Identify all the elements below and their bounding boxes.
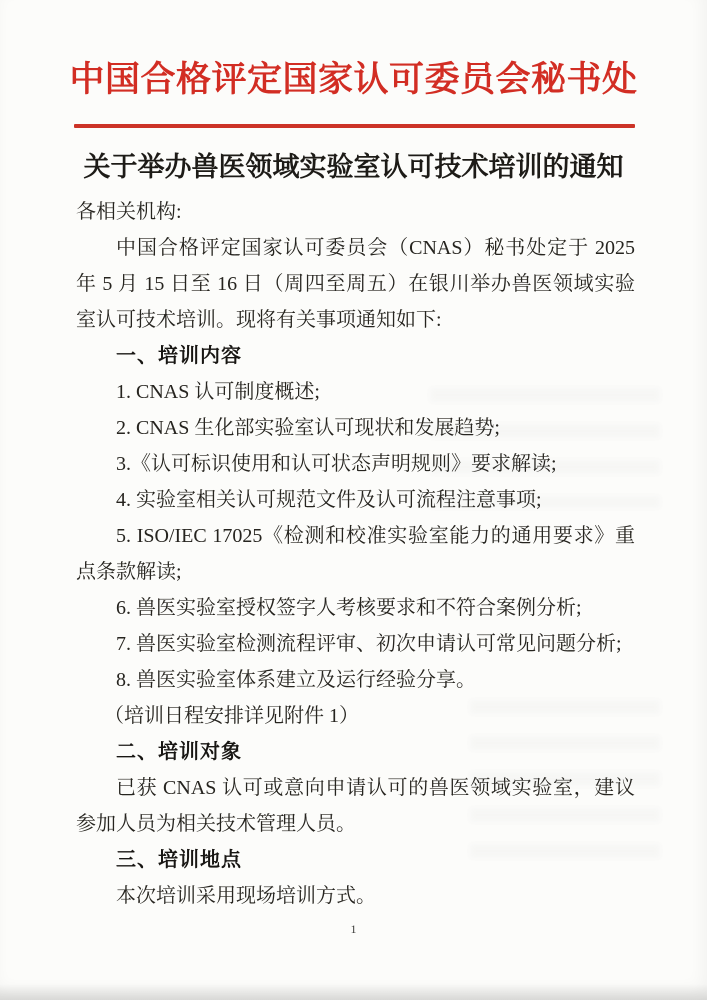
- scan-edge-shadow: [0, 984, 707, 1000]
- training-item-7: 7. 兽医实验室检测流程评审、初次申请认可常见问题分析;: [116, 633, 622, 655]
- section-2-heading: 二、培训对象: [116, 741, 242, 763]
- letterhead-divider: [74, 124, 635, 128]
- training-item-8: 8. 兽医实验室体系建立及运行经验分享。: [116, 669, 476, 691]
- training-item-2: 2. CNAS 生化部实验室认可现状和发展趋势;: [116, 417, 500, 439]
- intro-paragraph: 中国合格评定国家认可委员会（CNAS）秘书处定于 2025 年 5 月 15 日至 16 日（周四至周五）在银川举办兽医领域实验室认可技术培训。现将有关事项通知如下:: [76, 237, 635, 331]
- training-item-5: 5. ISO/IEC 17025《检测和校准实验室能力的通用要求》重点条款解读;: [76, 525, 635, 583]
- section-3-body: 本次培训采用现场培训方式。: [116, 885, 376, 907]
- section-1-heading: 一、培训内容: [116, 345, 242, 367]
- page-number: 1: [350, 922, 357, 936]
- training-item-3: 3.《认可标识使用和认可状态声明规则》要求解读;: [116, 453, 557, 475]
- document-title: 关于举办兽医领域实验室认可技术培训的通知: [83, 152, 624, 182]
- salutation: 各相关机构:: [76, 201, 182, 223]
- org-name-heading: 中国合格评定国家认可委员会秘书处: [69, 60, 638, 99]
- training-item-1: 1. CNAS 认可制度概述;: [116, 381, 320, 403]
- training-item-4: 4. 实验室相关认可规范文件及认可流程注意事项;: [116, 489, 542, 511]
- document-body: [0, 194, 707, 914]
- section-3-heading: 三、培训地点: [116, 849, 242, 871]
- schedule-attachment-note: （培训日程安排详见附件 1）: [104, 705, 359, 727]
- training-item-6: 6. 兽医实验室授权签字人考核要求和不符合案例分析;: [116, 597, 582, 619]
- letterhead: [0, 0, 707, 128]
- section-2-body: 已获 CNAS 认可或意向申请认可的兽医领域实验室，建议参加人员为相关技术管理人员。: [76, 777, 635, 835]
